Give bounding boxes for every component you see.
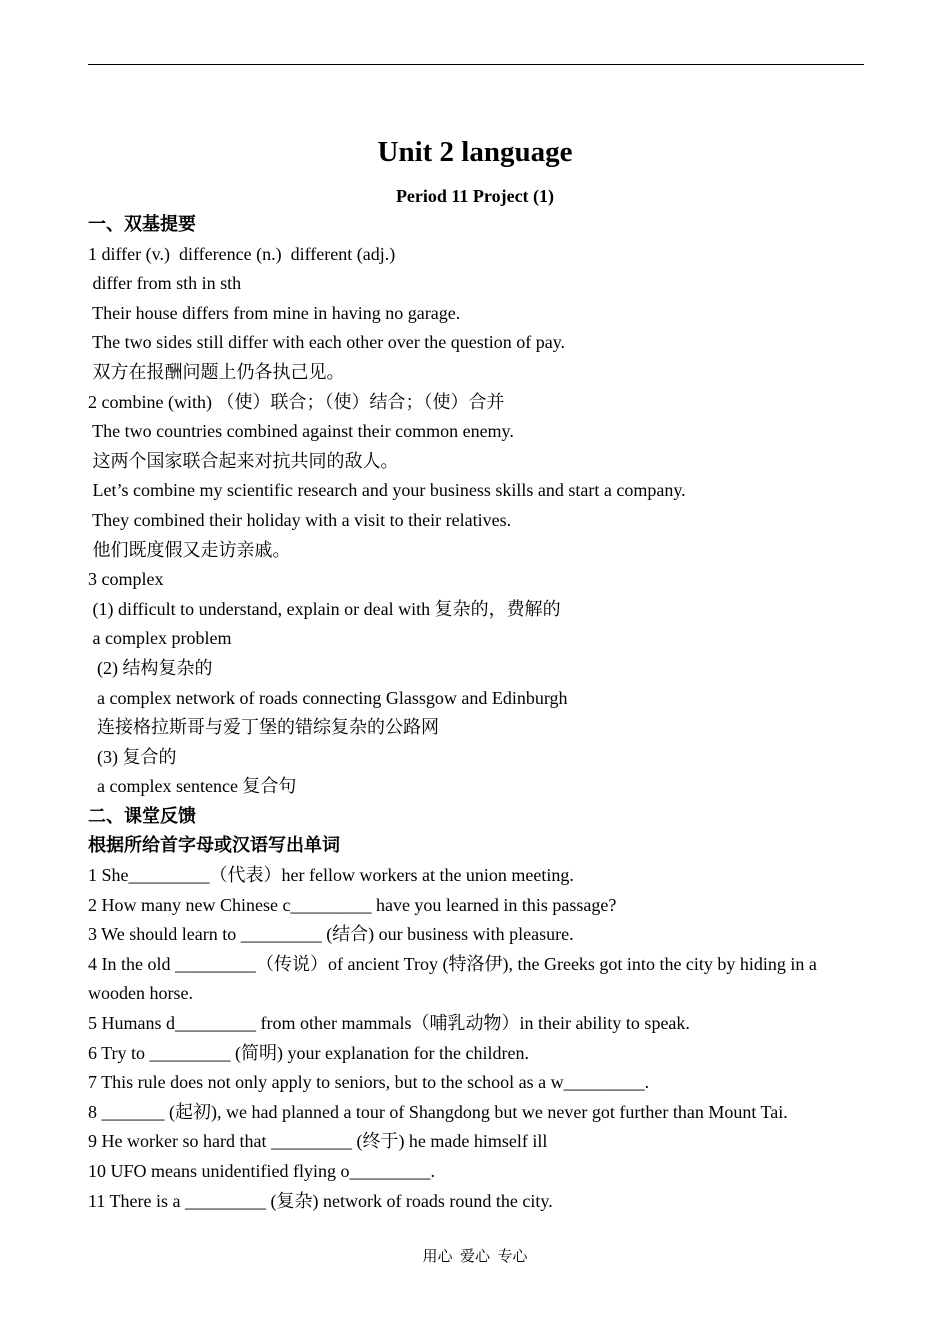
exercise-item: 2 How many new Chinese c_________ have you learned in this passage? — [88, 894, 617, 915]
section2-instruction: 根据所给首字母或汉语写出单词 — [88, 835, 340, 856]
exercise-item: 11 There is a _________ (复杂) network of roads round the city. — [88, 1190, 553, 1211]
notes-line: (2) 结构复杂的 — [88, 657, 213, 678]
notes-line: They combined their holiday with a visit to their relatives. — [88, 509, 512, 530]
notes-line: a complex network of roads connecting Glassgow and Edinburgh — [88, 687, 568, 708]
notes-line: 这两个国家联合起来对抗共同的敌人。 — [88, 450, 399, 471]
notes-line: Their house differs from mine in having no garage. — [88, 302, 461, 323]
page-footer: 用心 爱心 专心 — [422, 1249, 528, 1265]
section2-heading: 二、课堂反馈 — [88, 805, 196, 826]
document-body — [88, 210, 866, 1216]
notes-line: 2 combine (with) （使）联合；（使）结合；（使）合并 — [88, 391, 505, 412]
header-rule — [88, 64, 864, 65]
notes-line: 1 differ (v.) difference (n.) different (adj.) — [88, 243, 396, 264]
notes-line: 双方在报酬问题上仍各执己见。 — [88, 361, 345, 382]
exercise-item: 4 In the old _________（传说）of ancient Troy (特洛伊), the Greeks got into the city by hiding in a wooden horse. — [88, 953, 817, 1004]
notes-line: Let’s combine my scientific research and your business skills and start a company. — [88, 480, 686, 501]
page-title: Unit 2 language — [377, 136, 573, 168]
exercise-item: 3 We should learn to _________ (结合) our business with pleasure. — [88, 924, 574, 945]
notes-line: The two countries combined against their common enemy. — [88, 421, 514, 442]
exercise-item: 7 This rule does not only apply to seniors, but to the school as a w_________. — [88, 1072, 650, 1093]
notes-line: a complex sentence 复合句 — [88, 776, 297, 797]
exercise-item: 6 Try to _________ (简明) your explanation for the children. — [88, 1042, 529, 1063]
notes-line: (1) difficult to understand, explain or deal with 复杂的，费解的 — [88, 598, 561, 619]
page-subtitle: Period 11 Project (1) — [395, 186, 555, 206]
notes-line: a complex problem — [88, 628, 232, 649]
notes-line: 连接格拉斯哥与爱丁堡的错综复杂的公路网 — [88, 717, 439, 738]
notes-line: differ from sth in sth — [88, 273, 242, 294]
exercise-item: 9 He worker so hard that _________ (终于) he made himself ill — [88, 1131, 548, 1152]
exercise-item: 8 _______ (起初), we had planned a tour of Shangdong but we never got further than Mount Tai. — [88, 1101, 788, 1122]
notes-line: 3 complex — [88, 569, 164, 590]
section1-heading: 一、双基提要 — [88, 214, 196, 234]
notes-line: 他们既度假又走访亲戚。 — [88, 539, 291, 560]
exercise-item: 10 UFO means unidentified flying o_________. — [88, 1161, 435, 1181]
exercise-item: 5 Humans d_________ from other mammals（哺乳动物）in their ability to speak. — [88, 1013, 690, 1034]
notes-line: The two sides still differ with each other over the question of pay. — [88, 332, 566, 353]
exercise-item: 1 She_________（代表）her fellow workers at the union meeting. — [88, 865, 574, 886]
notes-line: (3) 复合的 — [88, 746, 177, 767]
